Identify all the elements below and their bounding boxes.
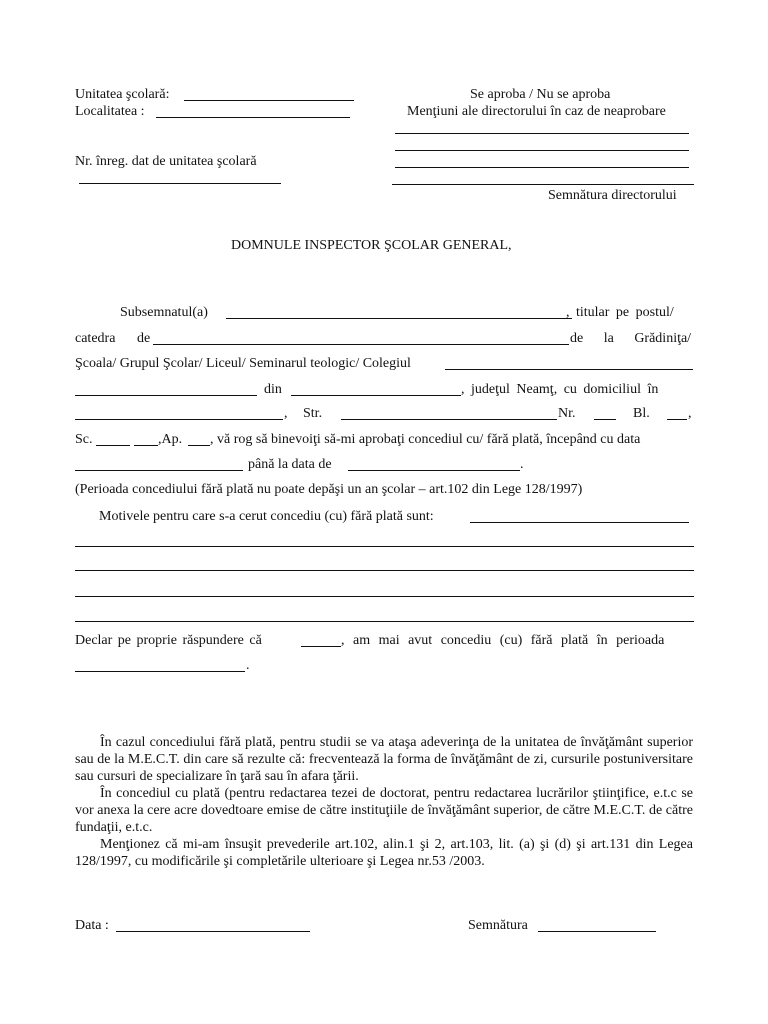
perioada-note: (Perioada concediului fără plată nu poate depăşi un an şcolar – art.102 din Lege 128/1997) <box>75 482 583 497</box>
period-end-dot: . <box>520 457 524 472</box>
sc-field-2[interactable] <box>134 445 158 446</box>
data-label: Data : <box>75 918 109 933</box>
motivele-field[interactable] <box>470 522 689 523</box>
perioada-field[interactable] <box>75 671 245 672</box>
scoala-label: Şcoala/ Grupul Şcolar/ Liceul/ Seminarul teologic/ Colegiul <box>75 356 411 371</box>
comma-2: , <box>688 406 692 421</box>
unit-name-field[interactable] <box>75 395 257 396</box>
ap-field[interactable] <box>188 445 210 446</box>
am-mai-label: , am mai avut concediu (cu) fără plată în perioada <box>341 633 665 648</box>
mentiuni-line-2[interactable] <box>395 150 689 151</box>
note-mentionez: Menţionez că mi-am însuşit prevederile art.102, alin.1 şi 2, art.103, lit. (a) şi (d) şi art.131 din Legea 128/1997, cu modificările şi completările ulterioare şi Legea nr.53 /2003. <box>75 837 693 869</box>
mentiuni-label: Menţiuni ale directorului în caz de neaprobare <box>407 104 666 119</box>
str-field[interactable] <box>341 419 557 420</box>
mentiuni-line-3[interactable] <box>395 167 689 168</box>
bl-field[interactable] <box>667 419 687 420</box>
din-field[interactable] <box>291 395 461 396</box>
catedra-label: catedra <box>75 331 116 346</box>
declar-label: Declar pe proprie răspundere că <box>75 633 262 648</box>
nr-label: Nr. <box>558 406 576 421</box>
unitatea-field[interactable] <box>184 100 354 101</box>
motivele-label: Motivele pentru care s-a cerut concediu (cu) fără plată sunt: <box>99 509 434 524</box>
de-la-gradinita-label: de la Grădiniţa/ <box>570 331 692 346</box>
unitatea-label: Unitatea şcolară: <box>75 87 170 102</box>
sc-label: Sc. <box>75 432 93 447</box>
de-label: de <box>137 331 151 346</box>
note-concediu-plata: În concediul cu plată (pentru redactarea tezei de doctorat, pentru redactarea lucrărilor ştiinţifice, e.t.c se vor anexa la cere acre dovedtoare emise de către instituţiile de învăţământ superior, de către M.E.C.T. de către fundaţii, e.t.c. <box>75 786 693 835</box>
judetul-label: , judeţul Neamţ, cu domiciliul în <box>461 382 659 397</box>
titular-label: , titular pe postul/ <box>566 305 674 320</box>
va-rog-label: , vă rog să binevoiţi să-mi aprobaţi concediul cu/ fără plată, începând cu data <box>210 432 641 447</box>
din-label: din <box>264 382 282 397</box>
semnatura-field[interactable] <box>538 931 656 932</box>
declar-field[interactable] <box>301 646 341 647</box>
localitatea-label: Localitatea : <box>75 104 145 119</box>
ap-label: ,Ap. <box>158 432 183 447</box>
name-field[interactable] <box>226 318 572 319</box>
sc-field[interactable] <box>96 445 130 446</box>
motive-line-3[interactable] <box>75 596 694 597</box>
bl-label: Bl. <box>633 406 650 421</box>
motive-line-1[interactable] <box>75 546 694 547</box>
nr-inreg-field[interactable] <box>79 183 281 184</box>
comma: , <box>284 406 288 421</box>
nr-field[interactable] <box>594 419 616 420</box>
pana-la-label: până la data de <box>248 457 332 472</box>
note-studii: În cazul concediului fără plată, pentru studii se va ataşa adeverinţa de la unitatea de învăţământ superior sau de la M.E.C.T. din care să rezulte că: frecventează la forma de învăţământ de zi, cursurile postuniversitare sau cursuri de specializare în ţară sau în afara ţării. <box>75 735 693 784</box>
mentiuni-line-4[interactable] <box>392 184 694 185</box>
str-label: Str. <box>303 406 323 421</box>
colegiul-field[interactable] <box>445 369 693 370</box>
motive-line-4[interactable] <box>75 621 694 622</box>
localitatea-field[interactable] <box>156 117 350 118</box>
approve-label: Se aproba / Nu se aproba <box>470 87 611 102</box>
page-title: DOMNULE INSPECTOR ŞCOLAR GENERAL, <box>231 238 512 253</box>
data-field[interactable] <box>116 931 310 932</box>
mentiuni-line-1[interactable] <box>395 133 689 134</box>
semnatura-label: Semnătura <box>468 918 528 933</box>
domiciliu-field[interactable] <box>75 419 283 420</box>
end-date-field[interactable] <box>348 470 520 471</box>
semnatura-director-label: Semnătura directorului <box>548 188 677 203</box>
start-date-field[interactable] <box>75 470 243 471</box>
nr-inreg-label: Nr. înreg. dat de unitatea şcolară <box>75 154 257 169</box>
declar-end-dot: . <box>246 658 250 673</box>
catedra-field[interactable] <box>153 344 569 345</box>
subsemnatul-label: Subsemnatul(a) <box>120 305 208 320</box>
motive-line-2[interactable] <box>75 570 694 571</box>
